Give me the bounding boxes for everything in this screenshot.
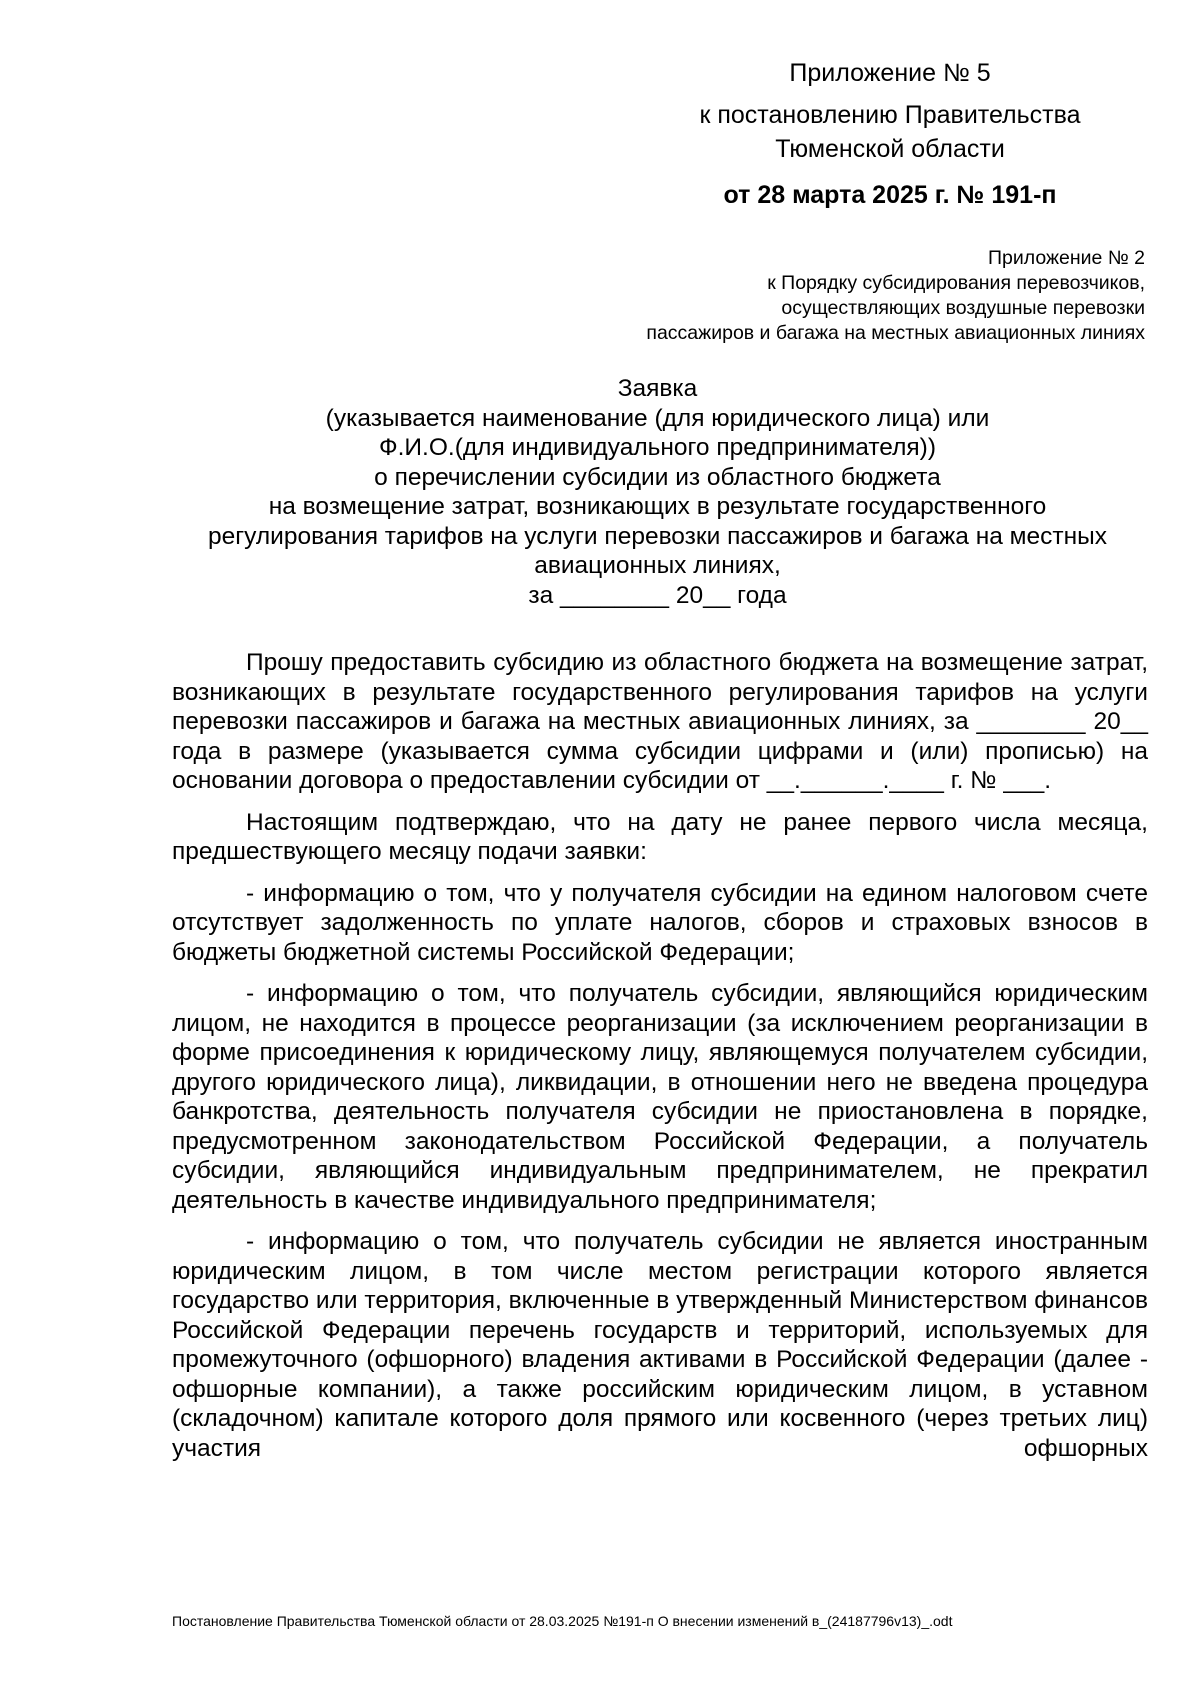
heading-line2: (указывается наименование (для юридического лица) или <box>325 404 990 432</box>
document-body <box>172 648 1148 1475</box>
appendix-sub-line3: пассажиров и багажа на местных авиационных линиях <box>646 322 1145 344</box>
body-paragraph-offshore: - информацию о том, что получатель субсидии не является иностранным юридическим лицом, в том числе местом регистрации которого является государство или территория, включенные в утвержденный Министерством финансов Российской Федерации перечень государств и территорий, используемых для промежуточного (офшорного) владения активами в Российской Федерации (далее - офшорные компании), а также российским юридическим лицом, в уставном (складочном) капитале которого доля прямого или косвенного (через третьих лиц) участия офшорных <box>172 1228 1148 1462</box>
body-paragraph-reorganization: - информацию о том, что получатель субсидии, являющийся юридическим лицом, не находится в процессе реорганизации (за исключением реорганизации в форме присоединения к юридическому лицу, являющемуся получателем субсидии, другого юридического лица), ликвидации, в отношении него не введена процедура банкротства, деятельность получателя субсидии не приостановлена в порядке, предусмотренном законодательством Российской Федерации, а получатель субсидии, являющийся индивидуальным предпринимателем, не прекратил деятельность в качестве индивидуального предпринимателя; <box>172 980 1148 1214</box>
heading-line8: за ________ 20__ года <box>528 581 787 609</box>
heading-line1: Заявка <box>617 375 698 402</box>
appendix-main-block <box>660 56 1120 212</box>
heading-line6: регулирования тарифов на услуги перевозки пассажиров и багажа на местных <box>207 522 1107 550</box>
appendix-main-title: Приложение № 5 <box>789 59 991 87</box>
document-heading <box>165 374 1150 610</box>
body-paragraph-tax-debt: - информацию о том, что у получателя субсидии на едином налоговом счете отсутствует задолженность по уплате налогов, сборов и страховых взносов в бюджеты бюджетной системы Российской Федерации; <box>172 879 1148 966</box>
heading-line7: авиационных линиях, <box>534 552 781 579</box>
appendix-sub-block <box>505 246 1145 346</box>
appendix-sub-title: Приложение № 2 <box>988 247 1145 269</box>
appendix-sub-line2: осуществляющих воздушные перевозки <box>781 297 1145 319</box>
appendix-main-line1: к постановлению Правительства <box>699 101 1081 129</box>
heading-line4: о перечислении субсидии из областного бюджета <box>374 463 941 491</box>
appendix-sub-line1: к Порядку субсидирования перевозчиков, <box>767 272 1145 294</box>
appendix-main-line2: Тюменской области <box>775 135 1005 163</box>
page-footer: Постановление Правительства Тюменской области от 28.03.2025 №191-п О внесении изменений в_(24187796v13)_.odt <box>172 1613 953 1629</box>
heading-line5: на возмещение затрат, возникающих в результате государственного <box>268 493 1047 520</box>
appendix-main-date-number: от 28 марта 2025 г. № 191-п <box>723 181 1057 209</box>
body-paragraph-confirmation: Настоящим подтверждаю, что на дату не ранее первого числа месяца, предшествующего месяцу подачи заявки: <box>172 808 1148 865</box>
body-paragraph-request: Прошу предоставить субсидию из областного бюджета на возмещение затрат, возникающих в результате государственного регулирования тарифов на услуги перевозки пассажиров и багажа на местных авиационных линиях, за ________ 20__ года в размере (указывается сумма субсидии цифрами и (или) прописью) на основании договора о предоставлении субсидии от __.______.____ г. № ___. <box>172 649 1148 794</box>
heading-line3: Ф.И.О.(для индивидуального предпринимателя)) <box>378 434 937 461</box>
